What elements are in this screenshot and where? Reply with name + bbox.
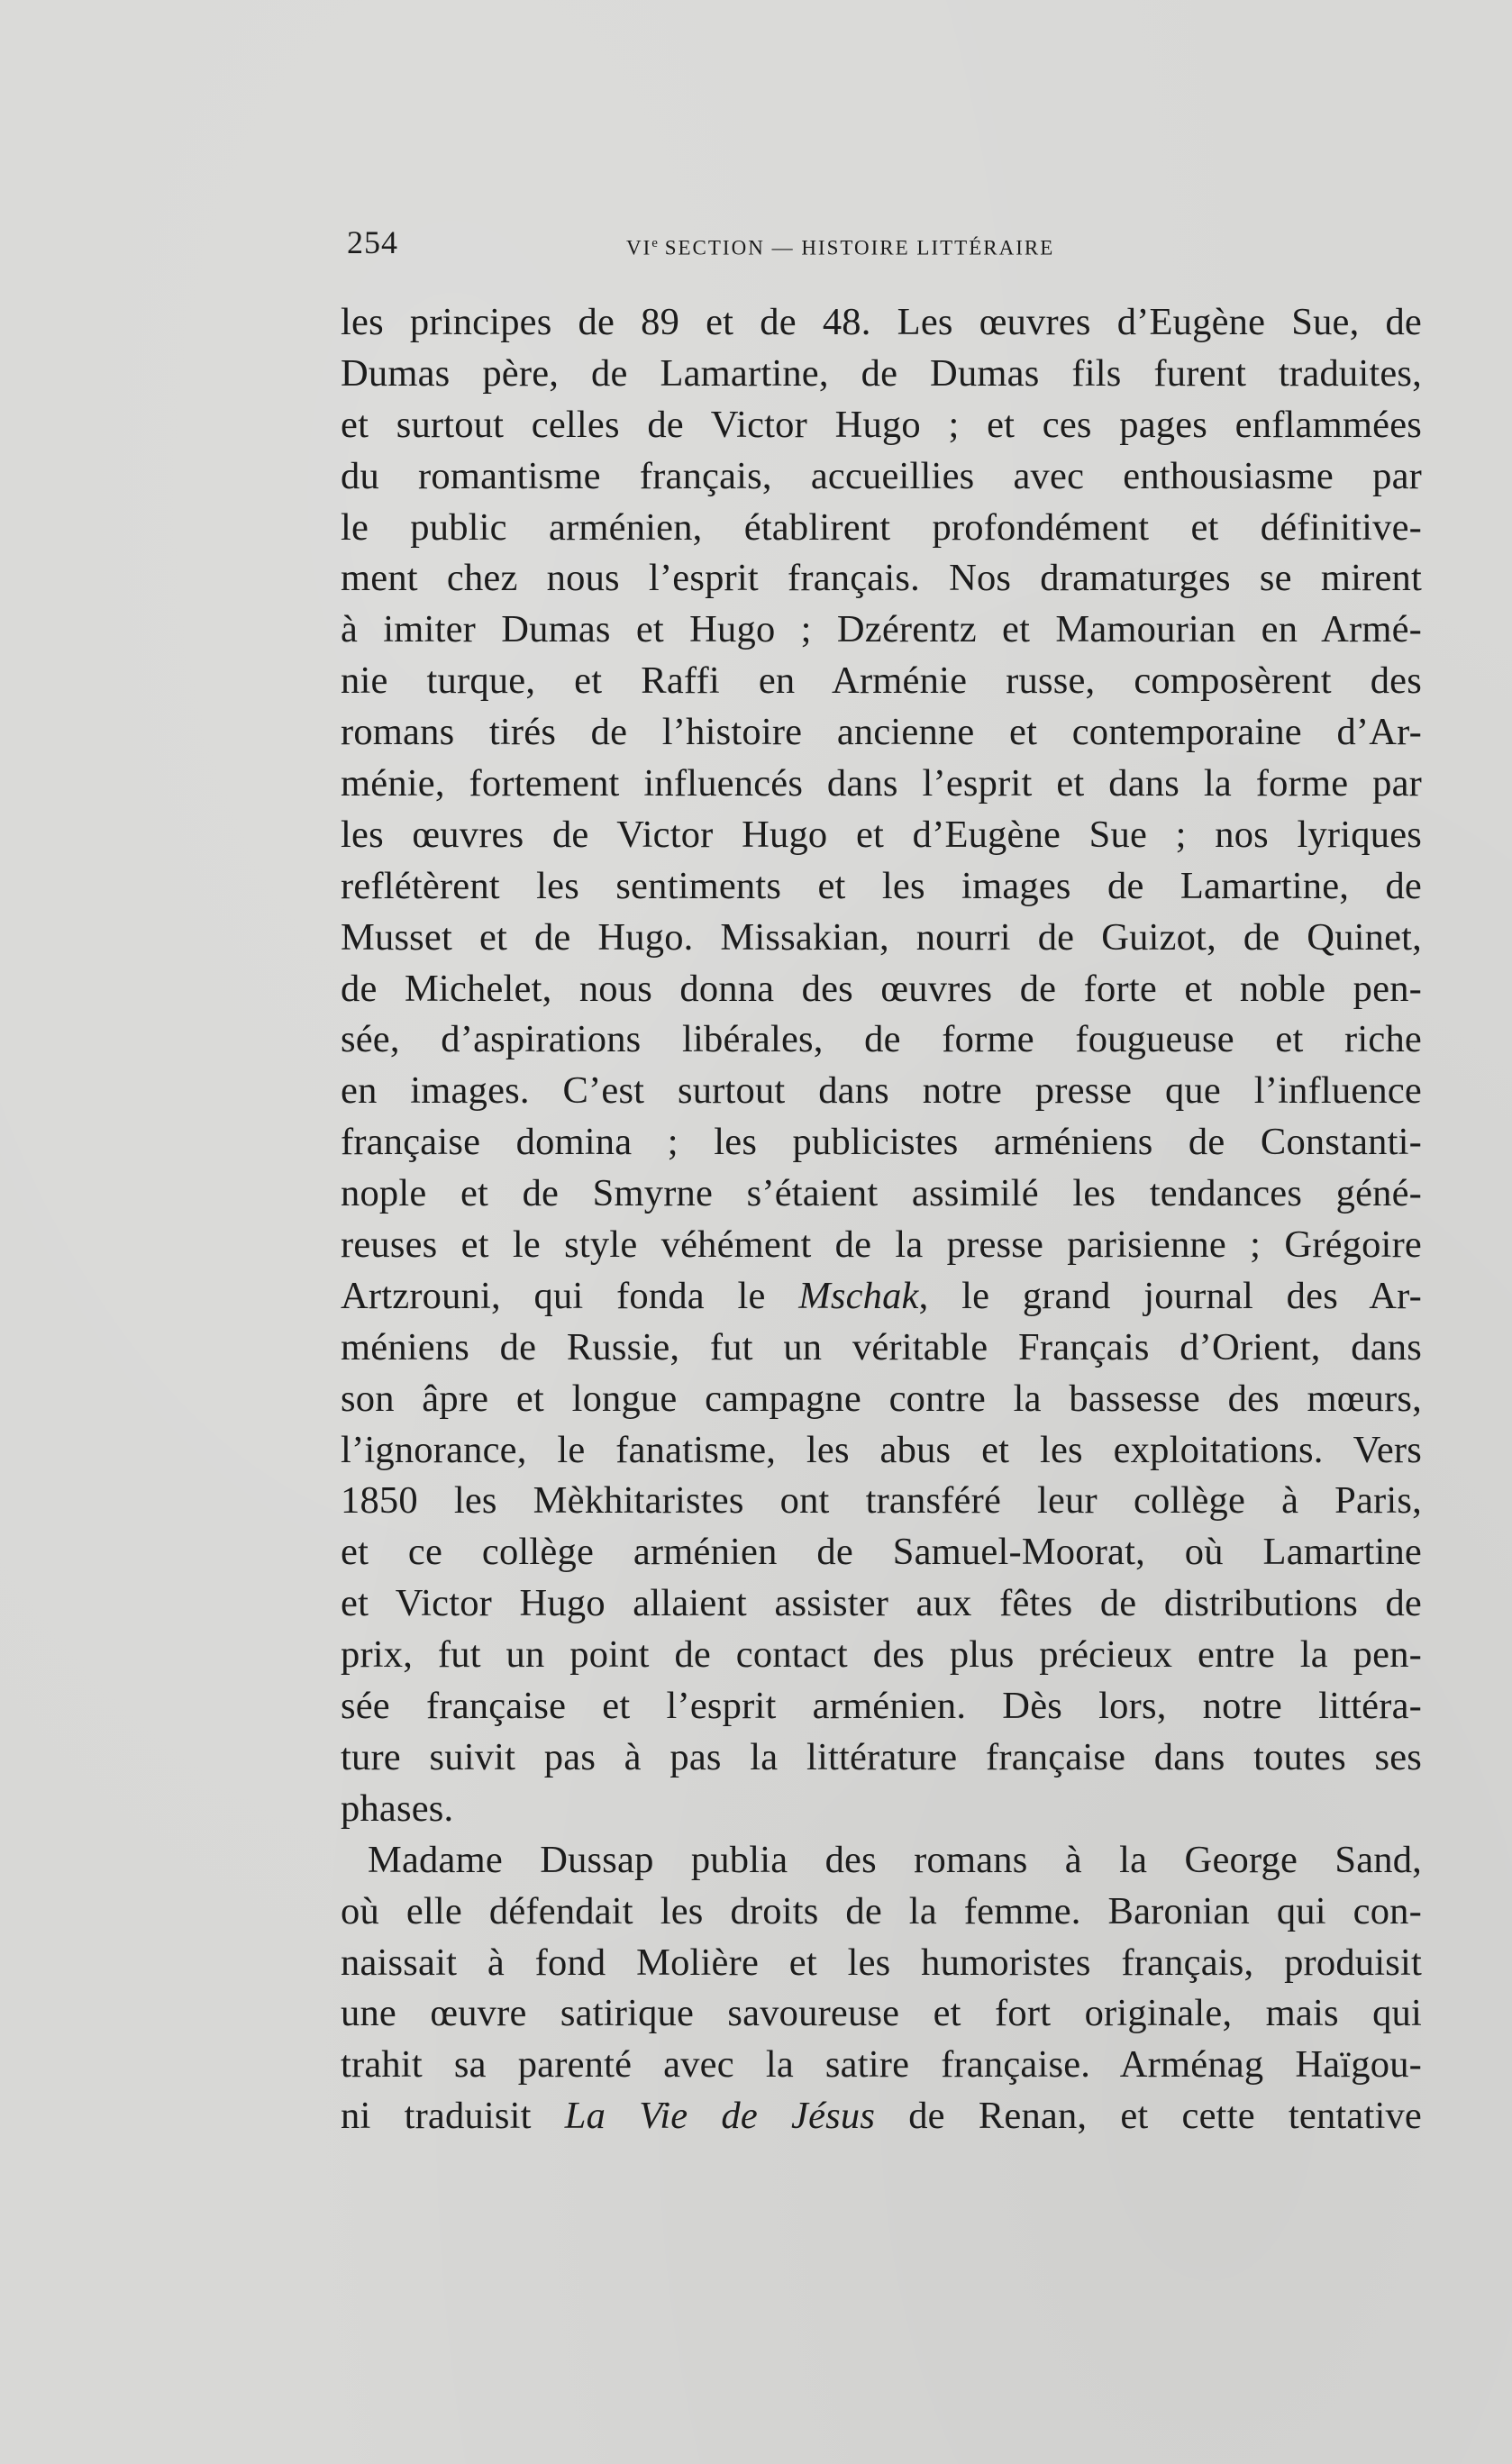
text-line: sée, d’aspirations libérales, de forme fougueuse et riche bbox=[341, 1018, 1422, 1061]
text-run: , le grand journal des Ar- bbox=[918, 1274, 1422, 1317]
text-line-mschak bbox=[341, 1271, 1422, 1323]
text-line: et Victor Hugo allaient assister aux fêtes de distributions de bbox=[341, 1582, 1422, 1625]
text-run: Artzrouni, qui fonda le bbox=[341, 1274, 799, 1317]
text-line-renan bbox=[341, 2091, 1422, 2142]
text-line: l’ignorance, le fanatisme, les abus et les exploitations. Vers bbox=[341, 1428, 1422, 1471]
text-line: et surtout celles de Victor Hugo ; et ces pages enflammées bbox=[341, 403, 1422, 446]
text-line: prix, fut un point de contact des plus précieux entre la pen- bbox=[341, 1633, 1422, 1677]
body-text bbox=[341, 297, 1422, 2142]
text-line: à imiter Dumas et Hugo ; Dzérentz et Mamourian en Armé- bbox=[341, 608, 1422, 651]
text-line: sée française et l’esprit arménien. Dès lors, notre littéra- bbox=[341, 1685, 1422, 1728]
text-line: trahit sa parenté avec la satire française. Arménag Haïgou- bbox=[341, 2043, 1422, 2087]
text-line: de Michelet, nous donna des œuvres de forte et noble pen- bbox=[341, 967, 1422, 1010]
section-numeral: VI bbox=[626, 236, 652, 259]
section-superscript: e bbox=[651, 236, 658, 250]
text-line: son âpre et longue campagne contre la bassesse des mœurs, bbox=[341, 1377, 1422, 1420]
text-line: nople et de Smyrne s’étaient assimilé les tendances géné- bbox=[341, 1172, 1422, 1215]
paragraph-start-line: Madame Dussap publia des romans à la George Sand, bbox=[368, 1838, 1422, 1881]
text-line: Musset et de Hugo. Missakian, nourri de Guizot, de Quinet, bbox=[341, 915, 1422, 959]
text-line: française domina ; les publicistes arméniens de Constanti- bbox=[341, 1121, 1422, 1164]
running-head bbox=[626, 236, 1054, 260]
text-line: reflétèrent les sentiments et les images de Lamartine, de bbox=[341, 864, 1422, 907]
section-title: SECTION — HISTOIRE LITTÉRAIRE bbox=[657, 236, 1055, 259]
text-line: les principes de 89 et de 48. Les œuvres d’Eugène Sue, de bbox=[341, 301, 1422, 343]
page-header bbox=[347, 223, 1428, 277]
text-run: de Renan, et cette tentative bbox=[875, 2095, 1422, 2138]
text-line: 1850 les Mèkhitaristes ont transféré leur collège à Paris, bbox=[341, 1479, 1422, 1523]
text-line: où elle défendait les droits de la femme. Baronian qui con- bbox=[341, 1889, 1422, 1932]
text-line: ménie, fortement influencés dans l’esprit et dans la forme par bbox=[341, 762, 1422, 805]
book-title: La Vie de Jésus bbox=[564, 2095, 876, 2138]
text-line: Dumas père, de Lamartine, de Dumas fils furent traduites, bbox=[341, 351, 1422, 395]
text-line: reuses et le style véhément de la presse parisienne ; Grégoire bbox=[341, 1223, 1422, 1267]
text-line: nie turque, et Raffi en Arménie russe, composèrent des bbox=[341, 659, 1422, 703]
text-line: en images. C’est surtout dans notre presse que l’influence bbox=[341, 1069, 1422, 1113]
text-line: et ce collège arménien de Samuel-Moorat, où Lamartine bbox=[341, 1531, 1422, 1574]
text-line: le public arménien, établirent profondément et définitive- bbox=[341, 505, 1422, 549]
text-line: naissait à fond Molière et les humoristes français, produisit bbox=[341, 1941, 1422, 1984]
text-line: romans tirés de l’histoire ancienne et contemporaine d’Ar- bbox=[341, 711, 1422, 754]
text-line: les œuvres de Victor Hugo et d’Eugène Sue ; nos lyriques bbox=[341, 813, 1422, 856]
paragraph-end-line: phases. bbox=[341, 1787, 454, 1830]
text-line: ture suivit pas à pas la littérature française dans toutes ses bbox=[341, 1735, 1422, 1778]
text-line: une œuvre satirique savoureuse et fort originale, mais qui bbox=[341, 1992, 1422, 2035]
text-line: méniens de Russie, fut un véritable Français d’Orient, dans bbox=[341, 1325, 1422, 1368]
newspaper-title: Mschak bbox=[798, 1274, 919, 1317]
text-line: ment chez nous l’esprit français. Nos dramaturges se mirent bbox=[341, 557, 1422, 600]
page-number: 254 bbox=[347, 224, 398, 260]
text-line: du romantisme français, accueillies avec enthousiasme par bbox=[341, 454, 1422, 497]
text-run: ni traduisit bbox=[341, 2095, 565, 2138]
